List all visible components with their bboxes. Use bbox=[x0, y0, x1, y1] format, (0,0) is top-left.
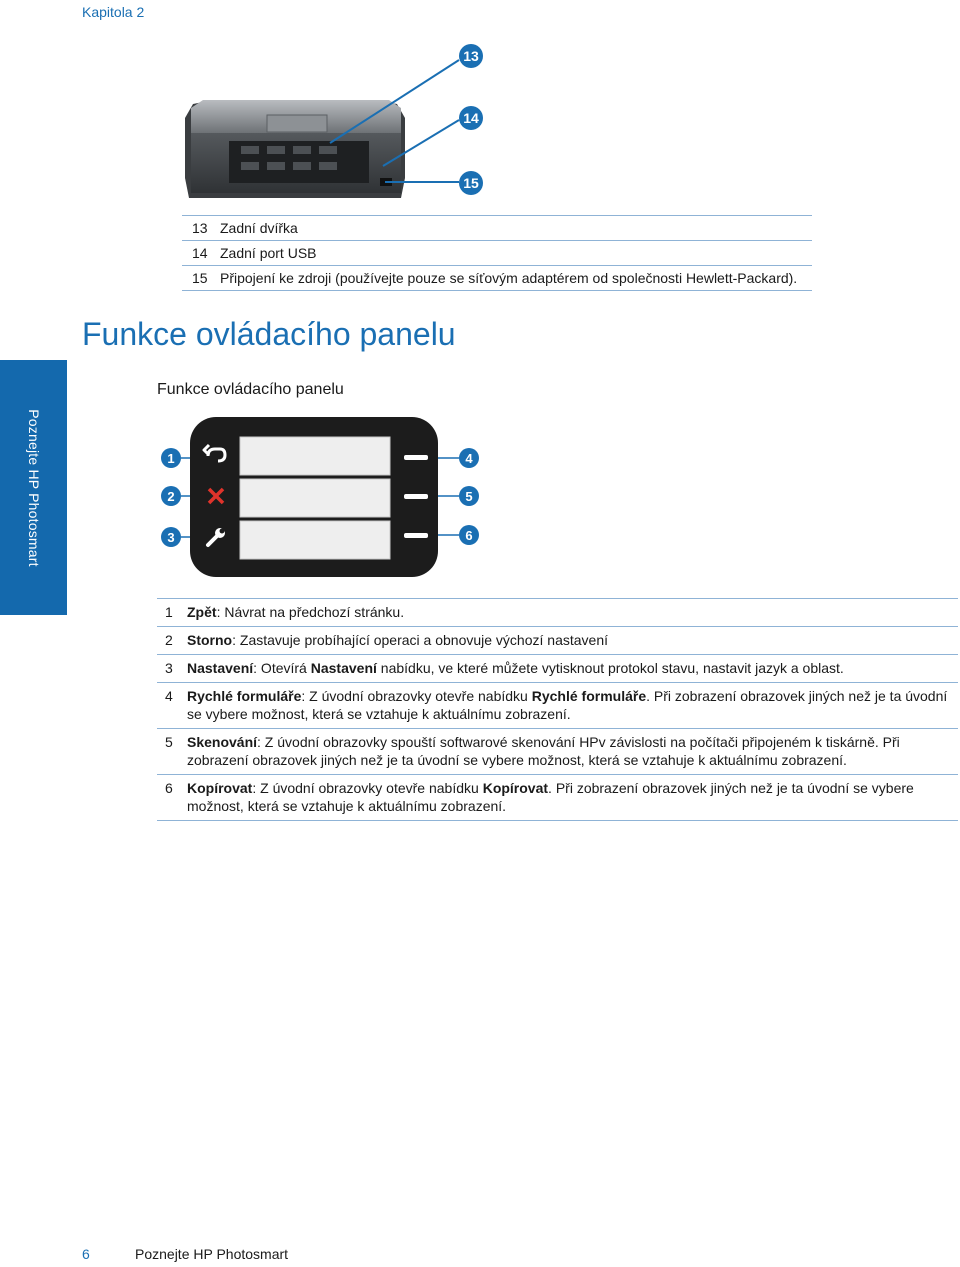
item-number: 2 bbox=[165, 632, 173, 648]
item-number: 5 bbox=[165, 734, 173, 750]
item-number: 4 bbox=[165, 688, 173, 704]
footer-title: Poznejte HP Photosmart bbox=[135, 1246, 289, 1262]
table-row bbox=[182, 215, 812, 241]
callout-1-icon bbox=[161, 448, 181, 468]
rear-parts-table bbox=[182, 215, 812, 291]
svg-text:15: 15 bbox=[463, 175, 479, 191]
table-row bbox=[157, 598, 958, 627]
item-text: : Z úvodní obrazovky spouští softwarové skenování HPv závislosti na počítači připojeném k tiskárně. Při zobrazení obrazovek jiných než je ta úvodní se vybere možnost, která se vztahuje k aktuálnímu zobrazení. bbox=[187, 734, 900, 768]
item-number: 6 bbox=[165, 780, 173, 796]
svg-text:13: 13 bbox=[463, 48, 479, 64]
side-tab-label: Poznejte HP Photosmart bbox=[25, 408, 42, 567]
part-number: 13 bbox=[192, 220, 208, 236]
item-label: Zpět bbox=[187, 604, 217, 620]
item-description bbox=[187, 687, 958, 723]
item-text: : Návrat na předchozí stránku. bbox=[216, 604, 405, 620]
item-number: 3 bbox=[165, 660, 173, 676]
svg-text:1: 1 bbox=[167, 451, 175, 466]
item-description bbox=[187, 733, 958, 769]
part-number: 14 bbox=[192, 245, 208, 261]
svg-text:4: 4 bbox=[465, 451, 473, 466]
item-text: : Otevírá bbox=[253, 660, 311, 676]
callout-2-icon bbox=[161, 486, 181, 506]
section-title: Funkce ovládacího panelu bbox=[82, 316, 456, 352]
item-label: Kopírovat bbox=[187, 780, 253, 796]
table-row bbox=[157, 627, 958, 655]
page-number: 6 bbox=[82, 1246, 90, 1262]
table-row bbox=[157, 683, 958, 729]
item-label: Storno bbox=[187, 632, 233, 648]
item-text: : Z úvodní obrazovky otevře nabídku bbox=[252, 780, 483, 796]
item-number: 1 bbox=[165, 604, 173, 620]
table-row bbox=[182, 241, 812, 266]
item-text: . Při zobrazení obrazovek jiných než je ta úvodní se vybere možnost, která se vztahuje k aktuálnímu zobrazení. bbox=[187, 688, 948, 722]
callout-15-icon bbox=[459, 171, 483, 195]
callout-6-icon bbox=[459, 525, 479, 545]
item-description bbox=[187, 659, 958, 677]
item-description bbox=[187, 631, 958, 649]
item-description bbox=[187, 603, 958, 621]
item-emphasis: Nastavení bbox=[310, 660, 377, 676]
table-row bbox=[157, 655, 958, 683]
callout-4-icon bbox=[459, 448, 479, 468]
item-label: Rychlé formuláře bbox=[187, 688, 302, 704]
item-text: : Zastavuje probíhající operaci a obnovuje výchozí nastavení bbox=[232, 632, 608, 648]
table-row bbox=[157, 729, 958, 775]
printer-rear-illustration bbox=[175, 38, 495, 203]
part-description: Zadní port USB bbox=[220, 245, 317, 261]
item-emphasis: Rychlé formuláře bbox=[531, 688, 647, 704]
callout-5-icon bbox=[459, 486, 479, 506]
side-tab bbox=[0, 360, 67, 615]
svg-text:6: 6 bbox=[465, 528, 473, 543]
svg-text:14: 14 bbox=[463, 110, 479, 126]
item-text: nabídku, ve které můžete vytisknout protokol stavu, nastavit jazyk a oblast. bbox=[376, 660, 844, 676]
table-row bbox=[157, 775, 958, 821]
svg-text:5: 5 bbox=[465, 489, 473, 504]
control-panel-illustration bbox=[158, 415, 488, 580]
item-description bbox=[187, 779, 958, 815]
item-text: . Při zobrazení obrazovek jiných než je ta úvodní se vybere možnost, která se vztahuje k aktuálnímu zobrazení. bbox=[187, 780, 914, 814]
control-panel-table bbox=[157, 598, 958, 821]
callout-14-icon bbox=[459, 106, 483, 130]
part-number: 15 bbox=[192, 270, 208, 286]
part-description: Připojení ke zdroji (používejte pouze se síťovým adaptérem od společnosti Hewlett-Packard). bbox=[220, 270, 798, 286]
item-text: : Z úvodní obrazovky otevře nabídku bbox=[301, 688, 532, 704]
table-row bbox=[182, 266, 812, 291]
callout-13-icon bbox=[459, 44, 483, 68]
svg-text:2: 2 bbox=[167, 489, 175, 504]
svg-text:3: 3 bbox=[167, 530, 175, 545]
callout-3-icon bbox=[161, 527, 181, 547]
item-label: Nastavení bbox=[187, 660, 254, 676]
chapter-header: Kapitola 2 bbox=[82, 4, 145, 20]
item-label: Skenování bbox=[187, 734, 258, 750]
figure-caption: Funkce ovládacího panelu bbox=[157, 381, 344, 398]
part-description: Zadní dvířka bbox=[220, 220, 298, 236]
item-emphasis: Kopírovat bbox=[482, 780, 549, 796]
